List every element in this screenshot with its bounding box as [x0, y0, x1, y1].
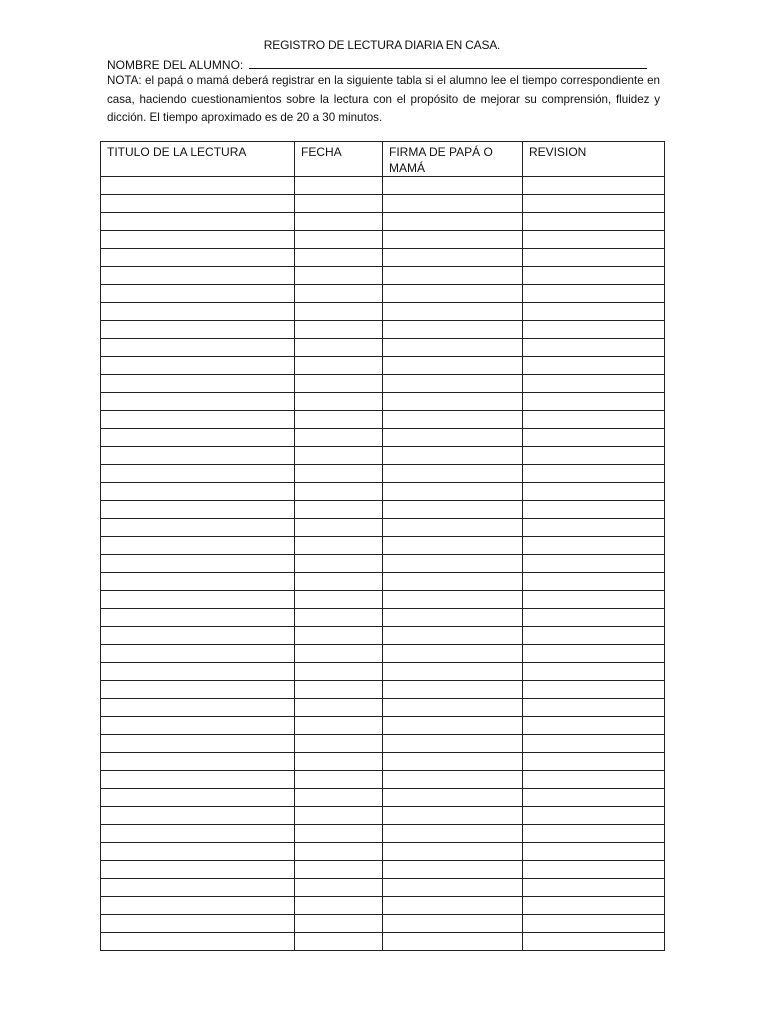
cell-review[interactable] [523, 663, 665, 681]
table-row [101, 195, 665, 213]
cell-review[interactable] [523, 213, 665, 231]
cell-signature[interactable] [383, 249, 523, 267]
cell-review[interactable] [523, 753, 665, 771]
cell-signature[interactable] [383, 879, 523, 897]
cell-review[interactable] [523, 789, 665, 807]
cell-review[interactable] [523, 249, 665, 267]
cell-signature[interactable] [383, 753, 523, 771]
cell-date[interactable] [295, 591, 383, 609]
cell-review[interactable] [523, 393, 665, 411]
cell-signature[interactable] [383, 501, 523, 519]
cell-title[interactable] [101, 843, 295, 861]
cell-title[interactable] [101, 699, 295, 717]
cell-signature[interactable] [383, 519, 523, 537]
table-row [101, 177, 665, 195]
cell-title[interactable] [101, 807, 295, 825]
cell-title[interactable] [101, 915, 295, 933]
cell-title[interactable] [101, 231, 295, 249]
cell-date[interactable] [295, 933, 383, 951]
cell-review[interactable] [523, 537, 665, 555]
cell-date[interactable] [295, 573, 383, 591]
cell-review[interactable] [523, 717, 665, 735]
cell-title[interactable] [101, 933, 295, 951]
table-row [101, 645, 665, 663]
cell-date[interactable] [295, 879, 383, 897]
cell-date[interactable] [295, 519, 383, 537]
table-row [101, 231, 665, 249]
cell-title[interactable] [101, 519, 295, 537]
cell-title[interactable] [101, 321, 295, 339]
table-row [101, 321, 665, 339]
cell-signature[interactable] [383, 735, 523, 753]
column-header-review: REVISION [523, 142, 665, 177]
cell-signature[interactable] [383, 357, 523, 375]
cell-title[interactable] [101, 249, 295, 267]
table-row [101, 915, 665, 933]
cell-date[interactable] [295, 501, 383, 519]
reading-log-table [100, 141, 665, 951]
cell-date[interactable] [295, 339, 383, 357]
table-row [101, 267, 665, 285]
cell-review[interactable] [523, 843, 665, 861]
table-row [101, 375, 665, 393]
cell-signature[interactable] [383, 411, 523, 429]
table-row [101, 465, 665, 483]
table-row [101, 771, 665, 789]
table-row [101, 609, 665, 627]
cell-signature[interactable] [383, 699, 523, 717]
column-header-signature: FIRMA DE PAPÁ O MAMÁ [383, 142, 523, 177]
cell-date[interactable] [295, 195, 383, 213]
cell-title[interactable] [101, 753, 295, 771]
cell-signature[interactable] [383, 303, 523, 321]
cell-date[interactable] [295, 717, 383, 735]
cell-review[interactable] [523, 429, 665, 447]
cell-signature[interactable] [383, 177, 523, 195]
cell-date[interactable] [295, 843, 383, 861]
cell-review[interactable] [523, 357, 665, 375]
table-row [101, 933, 665, 951]
cell-review[interactable] [523, 807, 665, 825]
cell-title[interactable] [101, 573, 295, 591]
table-row [101, 663, 665, 681]
table-row [101, 717, 665, 735]
table-row [101, 627, 665, 645]
cell-signature[interactable] [383, 339, 523, 357]
cell-signature[interactable] [383, 285, 523, 303]
cell-date[interactable] [295, 789, 383, 807]
cell-title[interactable] [101, 879, 295, 897]
table-row [101, 861, 665, 879]
cell-title[interactable] [101, 771, 295, 789]
cell-title[interactable] [101, 627, 295, 645]
cell-review[interactable] [523, 375, 665, 393]
cell-title[interactable] [101, 537, 295, 555]
cell-review[interactable] [523, 501, 665, 519]
student-name-label: NOMBRE DEL ALUMNO: [107, 58, 244, 72]
cell-review[interactable] [523, 861, 665, 879]
cell-review[interactable] [523, 681, 665, 699]
cell-review[interactable] [523, 627, 665, 645]
cell-signature[interactable] [383, 861, 523, 879]
cell-review[interactable] [523, 447, 665, 465]
cell-review[interactable] [523, 231, 665, 249]
cell-signature[interactable] [383, 267, 523, 285]
cell-review[interactable] [523, 177, 665, 195]
table-row [101, 681, 665, 699]
table-row [101, 555, 665, 573]
cell-signature[interactable] [383, 933, 523, 951]
cell-title[interactable] [101, 789, 295, 807]
cell-signature[interactable] [383, 897, 523, 915]
cell-signature[interactable] [383, 573, 523, 591]
cell-title[interactable] [101, 591, 295, 609]
cell-signature[interactable] [383, 627, 523, 645]
table-row [101, 735, 665, 753]
cell-date[interactable] [295, 915, 383, 933]
cell-signature[interactable] [383, 789, 523, 807]
student-name-blank[interactable] [249, 56, 647, 69]
cell-signature[interactable] [383, 915, 523, 933]
table-row [101, 699, 665, 717]
table-row [101, 879, 665, 897]
cell-date[interactable] [295, 753, 383, 771]
cell-date[interactable] [295, 861, 383, 879]
column-header-title: TITULO DE LA LECTURA [101, 142, 295, 177]
student-name-line [107, 56, 647, 72]
cell-signature[interactable] [383, 609, 523, 627]
cell-signature[interactable] [383, 537, 523, 555]
cell-date[interactable] [295, 249, 383, 267]
cell-review[interactable] [523, 303, 665, 321]
table-row [101, 519, 665, 537]
cell-title[interactable] [101, 825, 295, 843]
cell-review[interactable] [523, 609, 665, 627]
cell-signature[interactable] [383, 447, 523, 465]
cell-signature[interactable] [383, 213, 523, 231]
cell-date[interactable] [295, 213, 383, 231]
cell-review[interactable] [523, 321, 665, 339]
cell-title[interactable] [101, 609, 295, 627]
table-row [101, 429, 665, 447]
cell-date[interactable] [295, 627, 383, 645]
cell-review[interactable] [523, 339, 665, 357]
table-row [101, 501, 665, 519]
cell-review[interactable] [523, 933, 665, 951]
cell-title[interactable] [101, 429, 295, 447]
cell-review[interactable] [523, 267, 665, 285]
table-header-row [101, 142, 665, 177]
cell-review[interactable] [523, 573, 665, 591]
cell-date[interactable] [295, 699, 383, 717]
cell-title[interactable] [101, 357, 295, 375]
cell-title[interactable] [101, 663, 295, 681]
table-row [101, 573, 665, 591]
cell-review[interactable] [523, 699, 665, 717]
cell-signature[interactable] [383, 591, 523, 609]
cell-signature[interactable] [383, 825, 523, 843]
cell-review[interactable] [523, 915, 665, 933]
cell-date[interactable] [295, 267, 383, 285]
cell-title[interactable] [101, 717, 295, 735]
cell-date[interactable] [295, 645, 383, 663]
cell-title[interactable] [101, 303, 295, 321]
table-row [101, 411, 665, 429]
cell-date[interactable] [295, 177, 383, 195]
table-row [101, 213, 665, 231]
cell-signature[interactable] [383, 465, 523, 483]
cell-signature[interactable] [383, 681, 523, 699]
table-row [101, 591, 665, 609]
cell-review[interactable] [523, 555, 665, 573]
cell-date[interactable] [295, 285, 383, 303]
cell-signature[interactable] [383, 231, 523, 249]
cell-signature[interactable] [383, 663, 523, 681]
cell-title[interactable] [101, 267, 295, 285]
table-row [101, 843, 665, 861]
table-row [101, 807, 665, 825]
cell-title[interactable] [101, 501, 295, 519]
cell-date[interactable] [295, 771, 383, 789]
cell-signature[interactable] [383, 717, 523, 735]
cell-date[interactable] [295, 555, 383, 573]
cell-signature[interactable] [383, 807, 523, 825]
cell-signature[interactable] [383, 429, 523, 447]
cell-title[interactable] [101, 483, 295, 501]
cell-signature[interactable] [383, 393, 523, 411]
cell-review[interactable] [523, 483, 665, 501]
cell-review[interactable] [523, 879, 665, 897]
cell-date[interactable] [295, 393, 383, 411]
table-row [101, 789, 665, 807]
page-title: REGISTRO DE LECTURA DIARIA EN CASA. [263, 38, 501, 52]
table-row [101, 303, 665, 321]
cell-date[interactable] [295, 357, 383, 375]
cell-review[interactable] [523, 465, 665, 483]
cell-review[interactable] [523, 519, 665, 537]
table-row [101, 357, 665, 375]
note-text: el papá o mamá deberá registrar en la siguiente tabla si el alumno lee el tiempo correspondiente en casa, haciendo cuestionamientos sobre la lectura con el propósito de mejorar su comprensión, fluidez y dicción. El tiempo aproximado es de 20 a 30 minutos. [107, 74, 660, 124]
table-row [101, 393, 665, 411]
cell-title[interactable] [101, 375, 295, 393]
cell-date[interactable] [295, 465, 383, 483]
table-row [101, 753, 665, 771]
cell-review[interactable] [523, 825, 665, 843]
cell-date[interactable] [295, 429, 383, 447]
cell-date[interactable] [295, 321, 383, 339]
cell-date[interactable] [295, 303, 383, 321]
cell-date[interactable] [295, 609, 383, 627]
cell-date[interactable] [295, 897, 383, 915]
note-paragraph [107, 72, 660, 128]
cell-date[interactable] [295, 681, 383, 699]
cell-title[interactable] [101, 555, 295, 573]
cell-signature[interactable] [383, 645, 523, 663]
cell-review[interactable] [523, 735, 665, 753]
cell-title[interactable] [101, 447, 295, 465]
cell-signature[interactable] [383, 483, 523, 501]
cell-signature[interactable] [383, 195, 523, 213]
cell-title[interactable] [101, 393, 295, 411]
table-row [101, 249, 665, 267]
cell-date[interactable] [295, 447, 383, 465]
cell-signature[interactable] [383, 375, 523, 393]
cell-title[interactable] [101, 645, 295, 663]
table-row [101, 897, 665, 915]
table-row [101, 537, 665, 555]
table-body [101, 177, 665, 951]
cell-review[interactable] [523, 411, 665, 429]
table-row [101, 339, 665, 357]
cell-title[interactable] [101, 339, 295, 357]
cell-review[interactable] [523, 195, 665, 213]
cell-date[interactable] [295, 231, 383, 249]
cell-date[interactable] [295, 483, 383, 501]
cell-date[interactable] [295, 663, 383, 681]
cell-signature[interactable] [383, 321, 523, 339]
cell-review[interactable] [523, 591, 665, 609]
note-label: NOTA: [107, 74, 142, 87]
cell-title[interactable] [101, 213, 295, 231]
table-row [101, 483, 665, 501]
cell-title[interactable] [101, 681, 295, 699]
cell-date[interactable] [295, 825, 383, 843]
cell-signature[interactable] [383, 771, 523, 789]
table-row [101, 285, 665, 303]
cell-signature[interactable] [383, 555, 523, 573]
cell-title[interactable] [101, 195, 295, 213]
column-header-date: FECHA [295, 142, 383, 177]
cell-date[interactable] [295, 411, 383, 429]
cell-date[interactable] [295, 375, 383, 393]
cell-date[interactable] [295, 735, 383, 753]
cell-review[interactable] [523, 897, 665, 915]
table-row [101, 825, 665, 843]
cell-title[interactable] [101, 411, 295, 429]
cell-date[interactable] [295, 807, 383, 825]
cell-signature[interactable] [383, 843, 523, 861]
cell-title[interactable] [101, 897, 295, 915]
cell-review[interactable] [523, 771, 665, 789]
cell-review[interactable] [523, 285, 665, 303]
cell-title[interactable] [101, 735, 295, 753]
cell-title[interactable] [101, 177, 295, 195]
cell-review[interactable] [523, 645, 665, 663]
cell-title[interactable] [101, 465, 295, 483]
table-row [101, 447, 665, 465]
cell-title[interactable] [101, 285, 295, 303]
cell-title[interactable] [101, 861, 295, 879]
cell-date[interactable] [295, 537, 383, 555]
